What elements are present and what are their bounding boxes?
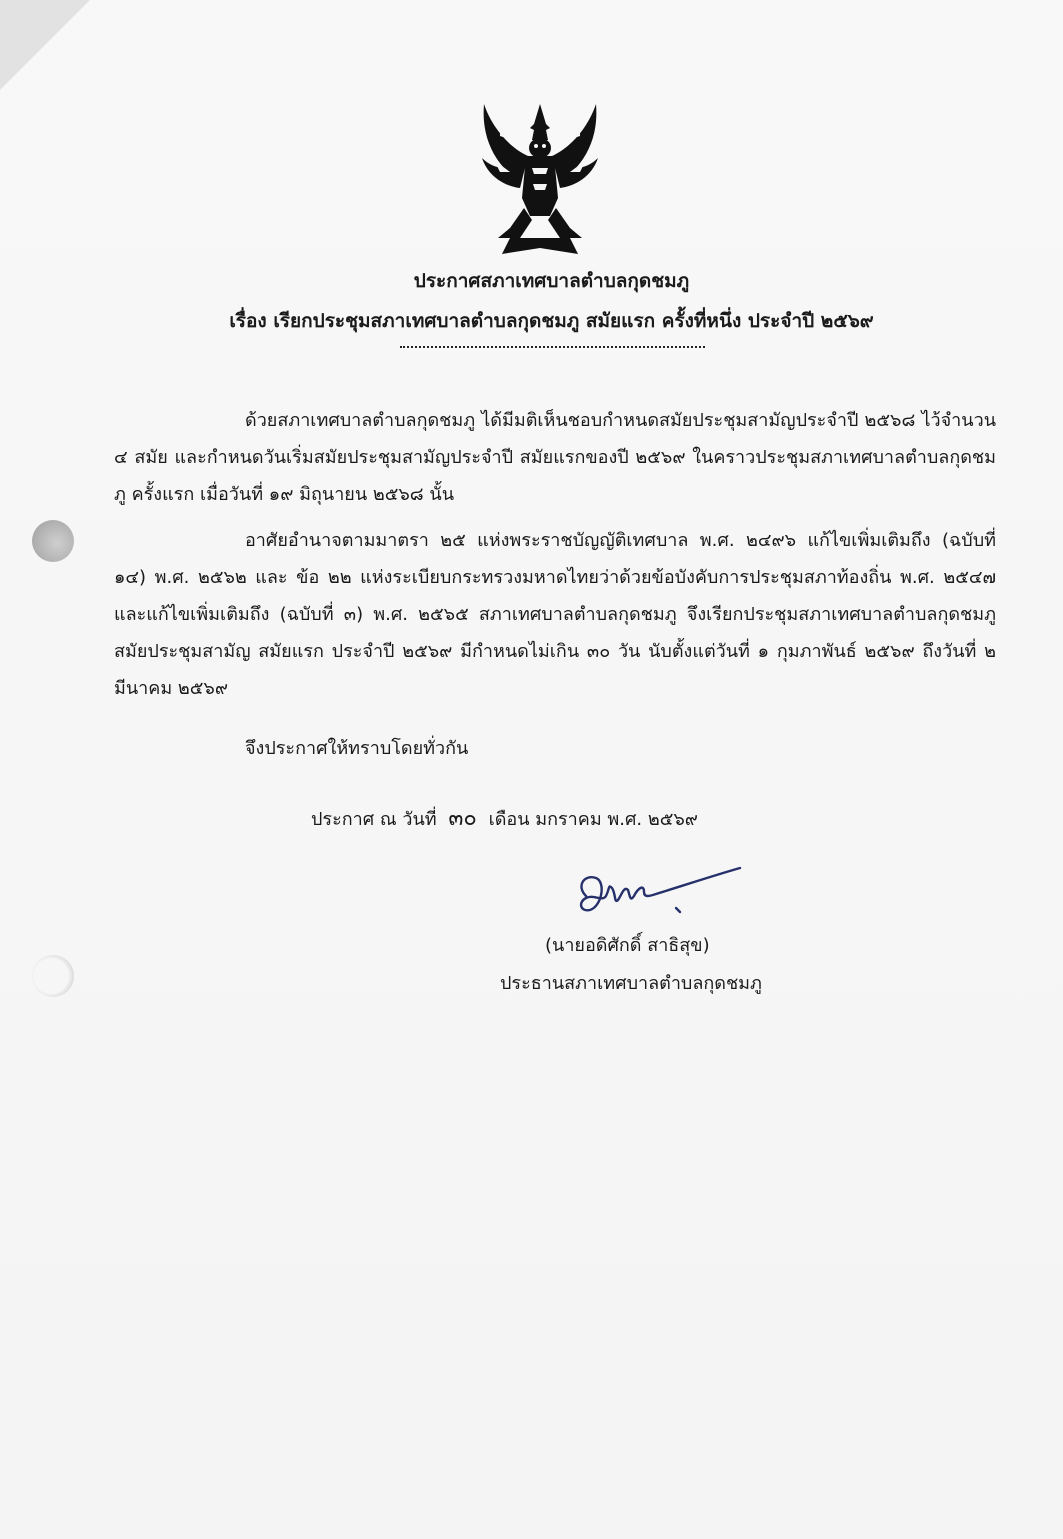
punch-hole-bottom [32,955,74,997]
punch-hole-top [32,520,74,562]
announcement-subject: เรื่อง เรียกประชุมสภาเทศบาลตำบลกุดชมภู สมัยแรก ครั้งที่หนึ่ง ประจำปี ๒๕๖๙ [229,310,874,332]
dotted-separator [400,346,705,348]
signer-position: ประธานสภาเทศบาลตำบลกุดชมภู [500,973,762,994]
body-paragraph-1: ด้วยสภาเทศบาลตำบลกุดชมภู ได้มีมติเห็นชอบกำหนดสมัยประชุมสามัญประจำปี ๒๕๖๘ ไว้จำนวน ๔ สมัย และกำหนดวันเริ่มสมัยประชุมสามัญประจำปี สมัยแรกของปี ๒๕๖๙ ในคราวประชุมสภาเทศบาลตำบลกุดชมภู ครั้งแรก เมื่อวันที่ ๑๙ มิถุนายน ๒๕๖๘ นั้น [114,410,996,505]
announcement-title: ประกาศสภาเทศบาลตำบลกุดชมภู [413,270,690,292]
folded-corner [0,0,90,90]
date-suffix: เดือน มกราคม พ.ศ. ๒๕๖๙ [488,809,698,830]
signer-name: (นายอดิศักดิ์ สาธิสุข) [545,935,710,956]
announcement-date [311,800,698,835]
date-prefix: ประกาศ ณ วันที่ [311,809,437,830]
body-paragraph-3: จึงประกาศให้ทราบโดยทั่วกัน [245,738,469,759]
date-day: ๓๐ [448,806,477,831]
body-paragraph-2: อาศัยอำนาจตามมาตรา ๒๕ แห่งพระราชบัญญัติเทศบาล พ.ศ. ๒๔๙๖ แก้ไขเพิ่มเติมถึง (ฉบับที่ ๑๔) พ.ศ. ๒๕๖๒ และ ข้อ ๒๒ แห่งระเบียบกระทรวงมหาดไทยว่าด้วยข้อบังคับการประชุมสภาท้องถิ่น พ.ศ. ๒๕๔๗ และแก้ไขเพิ่มเติมถึง (ฉบับที่ ๓) พ.ศ. ๒๕๖๕ สภาเทศบาลตำบลกุดชมภู จึงเรียกประชุมสภาเทศบาลตำบลกุดชมภู สมัยประชุมสามัญ สมัยแรก ประจำปี ๒๕๖๙ มีกำหนดไม่เกิน ๓๐ วัน นับตั้งแต่วันที่ ๑ กุมภาพันธ์ ๒๕๖๙ ถึงวันที่ ๒ มีนาคม ๒๕๖๙ [114,530,996,699]
handwritten-signature [572,866,742,926]
garuda-emblem [470,98,610,263]
